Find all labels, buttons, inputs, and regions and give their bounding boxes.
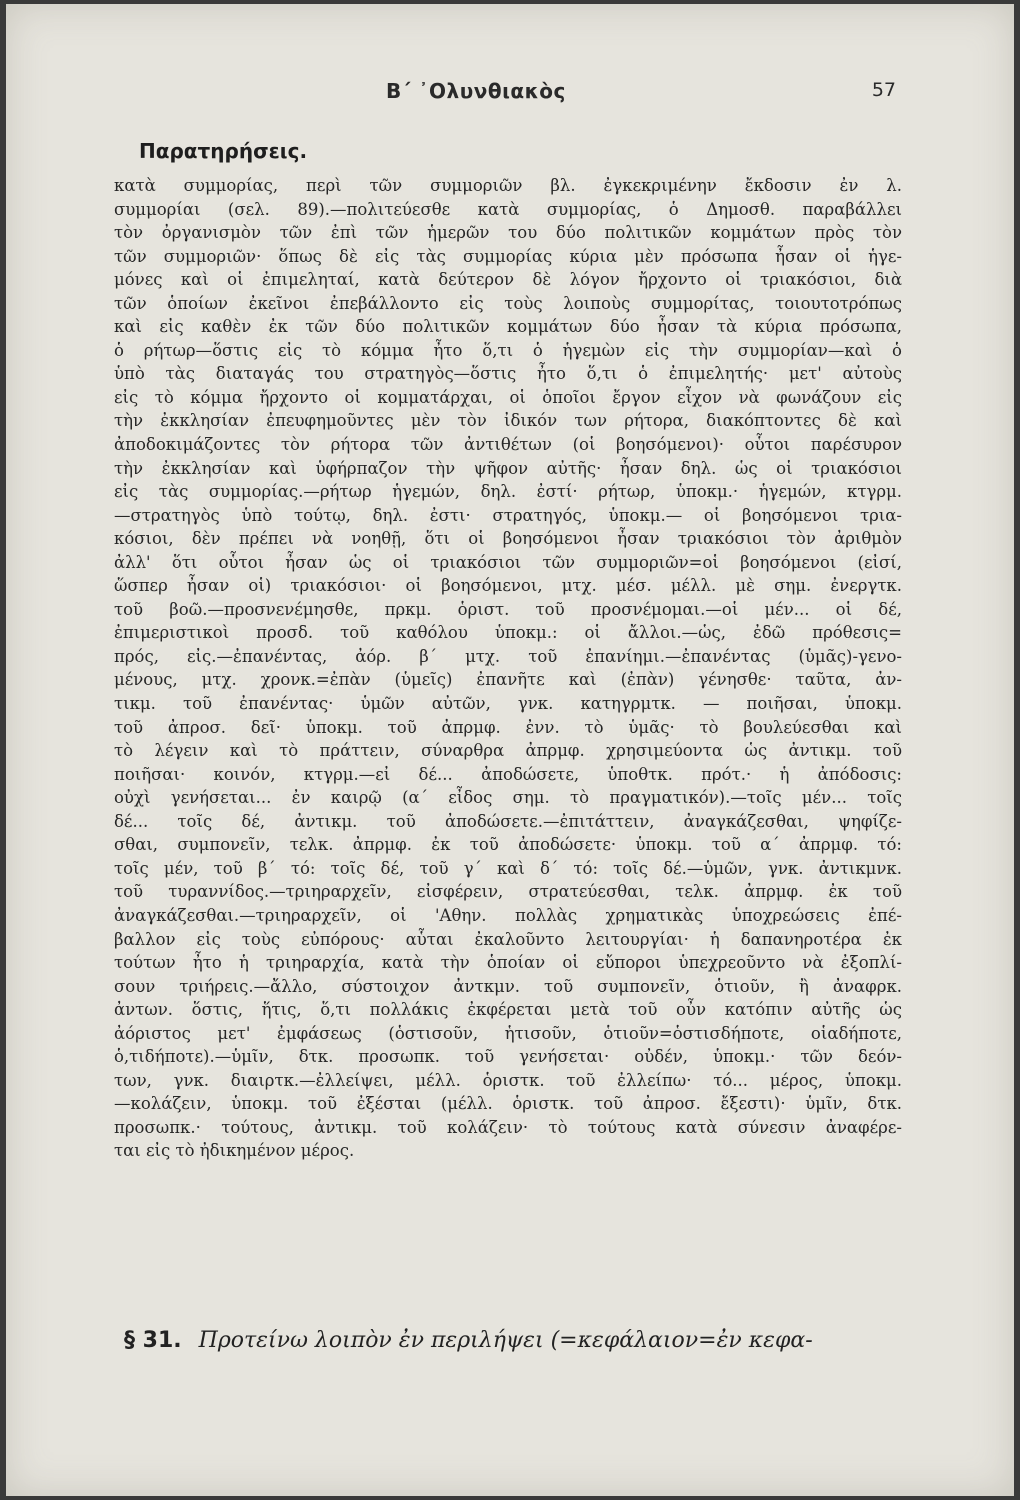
- text-line: τοῖς μέν, τοῦ β΄ τό: τοῖς δέ, τοῦ γ΄ καὶ δ΄ τό: τοῖς δέ.—ὑμῶν, γνκ. ἀντικμνκ.: [114, 858, 902, 878]
- text-line: ποιῆσαι· κοινόν, κτγρμ.—εἰ δέ... ἀποδώσετε, ὑποθτκ. πρότ.· ἡ ἀπόδοσις:: [114, 764, 902, 784]
- text-line: τοῦ ἀπροσ. δεῖ· ὑποκμ. τοῦ ἀπρμφ. ἐνν. τὸ ὑμᾶς· τὸ βουλεύεσθαι καὶ: [114, 717, 902, 737]
- text-line: των, γνκ. διαιρτκ.—ἐλλείψει, μέλλ. ὁριστκ. τοῦ ἐλλείπω· τό... μέρος, ὑποκμ.: [114, 1070, 902, 1090]
- running-title: Β΄ ᾿Ολυνθιακὸς: [386, 79, 566, 103]
- text-line: ὁ,τιδήποτε).—ὑμῖν, δτκ. προσωπκ. τοῦ γενήσεται· οὐδέν, ὑποκμ.· τῶν δεόν-: [114, 1047, 902, 1067]
- text-line: —κολάζειν, ὑποκμ. τοῦ ἐξέσται (μέλλ. ὁριστκ. τοῦ ἀπροσ. ἔξεστι)· ὑμῖν, δτκ.: [114, 1094, 902, 1114]
- text-line: ἐπιμεριστικοὶ προσδ. τοῦ καθόλου ὑποκμ.: οἱ ἄλλοι.—ὡς, ἐδῶ πρόθεσις=: [114, 623, 902, 643]
- commentary-text: [114, 174, 902, 1163]
- text-line: δέ... τοῖς δέ, ἀντικμ. τοῦ ἀποδώσετε.—ἐπιτάττειν, ἀναγκάζεσθαι, ψηφίζε-: [114, 811, 902, 831]
- text-line: τούτων ἦτο ἡ τριηραρχία, κατὰ τὴν ὁποίαν οἱ εὔποροι ὑπεχρεοῦντο νὰ ἐξοπλί-: [114, 953, 902, 973]
- text-line: ἀλλ' ὅτι οὗτοι ἦσαν ὡς οἱ τριακόσιοι τῶν συμμοριῶν=οἱ βοησόμενοι (εἰσί,: [114, 552, 902, 572]
- text-line: εἰς τὰς συμμορίας.—ρήτωρ ἡγεμών, δηλ. ἐστί· ρήτωρ, ὑποκμ.· ἡγεμών, κτγρμ.: [114, 482, 902, 502]
- text-line: ὁ ρήτωρ—ὅστις εἰς τὸ κόμμα ἦτο ὅ,τι ὁ ἡγεμὼν εἰς τὴν συμμορίαν—καὶ ὁ: [114, 340, 902, 360]
- text-line: κατὰ συμμορίας, περὶ τῶν συμμοριῶν βλ. ἐγκεκριμένην ἔκδοσιν ἐν λ.: [114, 176, 902, 195]
- text-line: ὥσπερ ἦσαν οἱ) τριακόσιοι· οἱ βοησόμενοι, μτχ. μέσ. μέλλ. μὲ σημ. ἐνεργτκ.: [114, 576, 902, 596]
- text-line: τὴν ἐκκλησίαν καὶ ὑφήρπαζον τὴν ψῆφον αὐτῆς· ἦσαν δηλ. ὡς οἱ τριακόσιοι: [114, 458, 902, 478]
- text-line: —στρατηγὸς ὑπὸ τούτῳ, δηλ. ἐστι· στρατηγός, ὑποκμ.— οἱ βοησόμενοι τρια-: [114, 505, 902, 525]
- text-line: κόσιοι, δὲν πρέπει νὰ νοηθῇ, ὅτι οἱ βοησόμενοι ἦσαν τριακόσιοι τὸν ἀριθμὸν: [114, 529, 902, 549]
- text-line: ἀντων. ὅστις, ἥτις, ὅ,τι πολλάκις ἐκφέρεται μετὰ τοῦ οὖν κατόπιν αὐτῆς ὡς: [114, 1000, 902, 1020]
- page-header: [6, 79, 1014, 109]
- text-line: συμμορίαι (σελ. 89).—πολιτεύεσθε κατὰ συμμορίας, ὁ Δημοσθ. παραβάλλει: [114, 199, 902, 219]
- text-line: τοῦ βοῶ.—προσνενέμησθε, πρκμ. ὁριστ. τοῦ προσνέμομαι.—οἱ μέν... οἱ δέ,: [114, 599, 902, 619]
- text-line: τὸν ὀργανισμὸν τῶν ἐπὶ τῶν ἡμερῶν του δύο πολιτικῶν κομμάτων πρὸς τὸν: [114, 223, 902, 243]
- text-line: ται εἰς τὸ ἠδικημένον μέρος.: [114, 1141, 355, 1161]
- text-line: μένους, μτχ. χρονκ.=ἐπὰν (ὑμεῖς) ἐπανῆτε καὶ (ἐπὰν) γένησθε· ταῦτα, ἀν-: [114, 670, 902, 690]
- section-31-paragraph: [124, 1328, 904, 1353]
- text-line: εἰς τὸ κόμμα ἤρχοντο οἱ κομματάρχαι, οἱ ὁποῖοι ἔργον εἶχον νὰ φωνάζουν εἰς: [114, 387, 902, 407]
- text-line: τῶν ὁποίων ἐκεῖνοι ἐπεβάλλοντο εἰς τοὺς λοιποὺς συμμορίτας, τοιουτοτρόπως: [114, 293, 902, 313]
- section-heading: Παρατηρήσεις.: [139, 139, 308, 163]
- text-line: τικμ. τοῦ ἐπανέντας· ὑμῶν αὐτῶν, γνκ. κατηγρμτκ. — ποιῆσαι, ὑποκμ.: [114, 694, 902, 714]
- text-line: προσωπκ.· τούτους, ἀντικμ. τοῦ κολάζειν· τὸ τούτους κατὰ σύνεσιν ἀναφέρε-: [114, 1117, 902, 1137]
- text-line: σθαι, συμπονεῖν, τελκ. ἀπρμφ. ἐκ τοῦ ἀποδώσετε· ὑποκμ. τοῦ α΄ ἀπρμφ. τό:: [114, 835, 902, 855]
- text-line: ἀόριστος μετ' ἐμφάσεως (ὁστισοῦν, ἡτισοῦν, ὁτιοῦν=ὁστισδήποτε, οἱαδήποτε,: [114, 1023, 902, 1043]
- section-text: Προτείνω λοιπὸν ἐν περιλήψει (=κεφάλαιον=ἐν κεφα-: [198, 1328, 813, 1353]
- text-line: τοῦ τυραννίδος.—τριηραρχεῖν, εἰσφέρειν, στρατεύεσθαι, τελκ. ἀπρμφ. ἐκ τοῦ: [114, 882, 902, 902]
- text-line: καὶ εἰς καθὲν ἐκ τῶν δύο πολιτικῶν κομμάτων δύο ἦσαν τὰ κύρια πρόσωπα,: [114, 317, 902, 337]
- text-line: τὴν ἐκκλησίαν ἐπευφημοῦντες μὲν τὸν ἰδικόν των ρήτορα, διακόπτοντες δὲ καὶ: [114, 411, 902, 431]
- text-line: τῶν συμμοριῶν· ὅπως δὲ εἰς τὰς συμμορίας κύρια μὲν πρόσωπα ἦσαν οἱ ἡγε-: [114, 246, 902, 266]
- text-line: πρός, εἰς.—ἐπανέντας, ἀόρ. β΄ μτχ. τοῦ ἐπανίημι.—ἐπανέντας (ὑμᾶς)-γενο-: [114, 646, 902, 666]
- text-line: μόνες καὶ οἱ ἐπιμεληταί, κατὰ δεύτερον δὲ λόγον ἤρχοντο οἱ τριακόσιοι, διὰ: [114, 270, 902, 290]
- text-line: ὑπὸ τὰς διαταγάς του στρατηγὸς—ὅστις ἦτο ὅ,τι ὁ ἐπιμελητής· μετ' αὐτοὺς: [114, 364, 902, 384]
- text-line: ἀποδοκιμάζοντες τὸν ρήτορα τῶν ἀντιθέτων (οἱ βοησόμενοι)· οὗτοι παρέσυρον: [114, 435, 902, 455]
- text-line: οὐχὶ γενήσεται... ἐν καιρῷ (α΄ εἶδος σημ. τὸ πραγματικόν).—τοῖς μέν... τοῖς: [114, 788, 902, 808]
- page-number: 57: [871, 79, 896, 101]
- section-number: § 31.: [124, 1328, 182, 1353]
- text-line: σουν τριήρεις.—ἄλλο, σύστοιχον ἀντκμν. τοῦ συμπονεῖν, ὁτιοῦν, ἢ ἀναφρκ.: [114, 976, 902, 996]
- text-line: ἀναγκάζεσθαι.—τριηραρχεῖν, οἱ 'Αθην. πολλὰς χρηματικὰς ὑποχρεώσεις ἐπέ-: [114, 905, 902, 925]
- text-line: βαλλον εἰς τοὺς εὐπόρους· αὗται ἐκαλοῦντο λειτουργίαι· ἡ δαπανηροτέρα ἐκ: [114, 929, 902, 949]
- text-line: τὸ λέγειν καὶ τὸ πράττειν, σύναρθρα ἀπρμφ. χρησιμεύοντα ὡς ἀντικμ. τοῦ: [114, 741, 902, 761]
- document-page: [6, 4, 1014, 1496]
